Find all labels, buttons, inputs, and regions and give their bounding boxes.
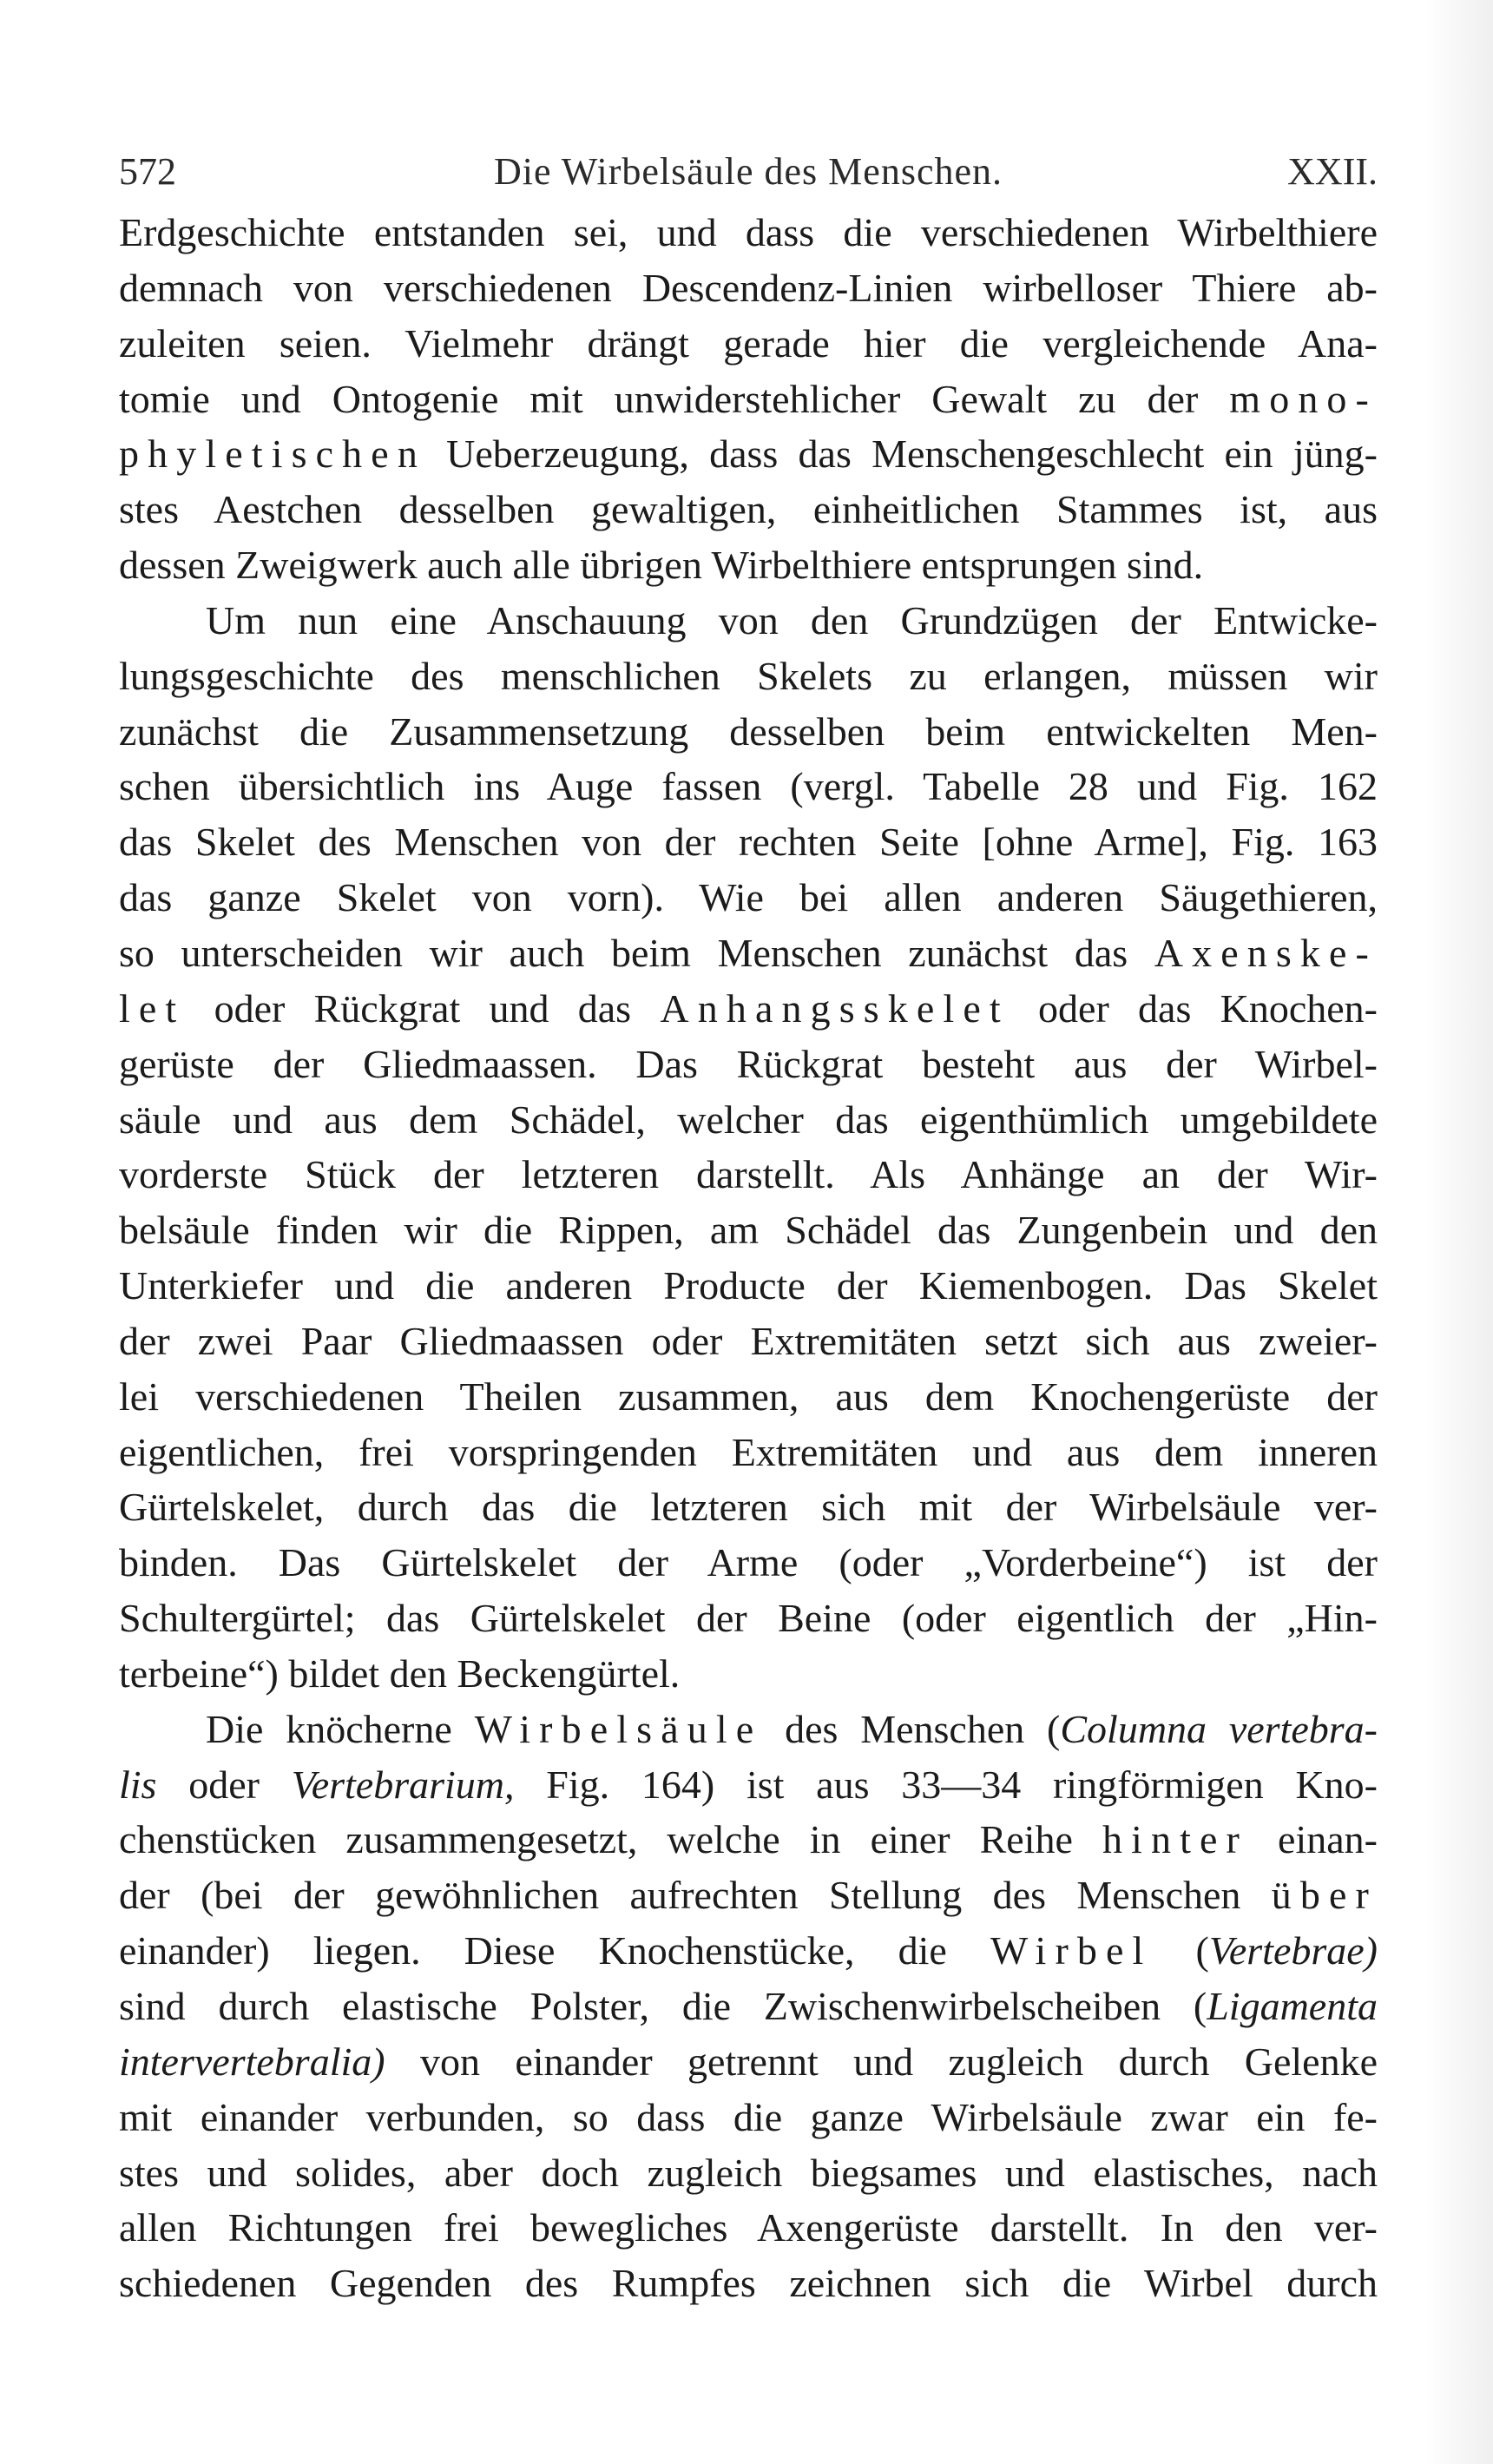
body-text (119, 205, 1378, 2311)
latin-term: lis (119, 1762, 157, 1807)
text-line: zunächst die Zusammensetzung desselben beim entwickelten Men- (119, 708, 1378, 754)
text-line: mit einander verbunden, so dass die ganze Wirbelsäule zwar ein fe- (119, 2094, 1378, 2139)
text-line: tomie und Ontogenie mit unwiderstehlicher Gewalt zu der mono- (119, 376, 1378, 421)
spaced-term: mono- (1229, 376, 1378, 421)
text-line: gerüste der Gliedmaassen. Das Rückgrat besteht aus der Wirbel- (119, 1041, 1378, 1086)
text-line: intervertebralia) von einander getrennt und zugleich durch Gelenke (119, 2039, 1378, 2084)
text-line: let oder Rückgrat und das Anhangsskelet oder das Knochen- (119, 985, 1378, 1031)
text-line: chenstücken zusammengesetzt, welche in einer Reihe hinter einan- (119, 1817, 1378, 1862)
text-line: allen Richtungen frei bewegliches Axengerüste darstellt. In den ver- (119, 2205, 1378, 2250)
text-line: lei verschiedenen Theilen zusammen, aus dem Knochengerüste der (119, 1374, 1378, 1419)
spaced-term: Wirbel (990, 1928, 1153, 1973)
running-title: Die Wirbelsäule des Menschen. (493, 150, 1003, 193)
text-line: zuleiten seien. Vielmehr drängt gerade hier die vergleichende Ana- (119, 320, 1378, 366)
text-line: phyletischen Ueberzeugung, dass das Menschengeschlecht ein jüng- (119, 432, 1378, 477)
text-line: schiedenen Gegenden des Rumpfes zeichnen sich die Wirbel durch (119, 2261, 1378, 2306)
spaced-term: über (1271, 1873, 1378, 1918)
page-edge-shading (1424, 0, 1493, 2464)
text-line: Die knöcherne Wirbelsäule des Menschen (Columna vertebra- (206, 1706, 1378, 1751)
spaced-term: let (119, 985, 186, 1031)
text-line: dessen Zweigwerk auch alle übrigen Wirbelthiere entsprungen sind. (119, 543, 1204, 588)
text-line: der zwei Paar Gliedmaassen oder Extremitäten setzt sich aus zweier- (119, 1318, 1378, 1363)
text-line: so unterscheiden wir auch beim Menschen zunächst das Axenske- (119, 930, 1378, 975)
spaced-term: Wirbelsäule (474, 1706, 763, 1751)
latin-term: Vertebrae) (1208, 1928, 1378, 1973)
page-number: 572 (119, 150, 176, 193)
latin-term: intervertebralia) (119, 2039, 385, 2084)
chapter-number: XXII. (1287, 150, 1378, 193)
text-line: lis oder Vertebrarium, Fig. 164) ist aus 33—34 ringförmigen Kno- (119, 1762, 1378, 1807)
text-line: das ganze Skelet von vorn). Wie bei allen anderen Säugethieren, (119, 875, 1378, 920)
text-line: demnach von verschiedenen Descendenz-Linien wirbelloser Thiere ab- (119, 265, 1378, 310)
text-line: sind durch elastische Polster, die Zwischenwirbelscheiben (Ligamenta (119, 1984, 1378, 2028)
text-line: der (bei der gewöhnlichen aufrechten Stellung des Menschen über (119, 1873, 1378, 1918)
text-line: eigentlichen, frei vorspringenden Extremitäten und aus dem inneren (119, 1429, 1378, 1474)
text-line: vorderste Stück der letzteren darstellt. Als Anhänge an der Wir- (119, 1152, 1378, 1197)
text-line: Unterkiefer und die anderen Producte der Kiemenbogen. Das Skelet (119, 1263, 1378, 1308)
text-line: stes Aestchen desselben gewaltigen, einheitlichen Stammes ist, aus (119, 487, 1378, 532)
text-line: Gürtelskelet, durch das die letzteren sich mit der Wirbelsäule ver- (119, 1485, 1378, 1530)
text-line: das Skelet des Menschen von der rechten Seite [ohne Arme], Fig. 163 (119, 820, 1378, 865)
latin-term: Ligamenta (1207, 1984, 1378, 2028)
text-line: schen übersichtlich ins Auge fassen (vergl. Tabelle 28 und Fig. 162 (119, 764, 1378, 809)
running-header (119, 146, 1378, 198)
text-line: Schultergürtel; das Gürtelskelet der Beine (oder eigentlich der „Hin- (119, 1596, 1378, 1641)
spaced-term: Anhangsskelet (660, 985, 1010, 1031)
spaced-term: hinter (1102, 1817, 1248, 1862)
text-line: lungsgeschichte des menschlichen Skelets zu erlangen, müssen wir (119, 653, 1378, 698)
text-line: Erdgeschichte entstanden sei, und dass die verschiedenen Wirbelthiere (119, 210, 1378, 254)
latin-term: Columna vertebra- (1060, 1706, 1378, 1751)
text-line: binden. Das Gürtelskelet der Arme (oder „Vorderbeine“) ist der (119, 1540, 1378, 1585)
text-line: belsäule finden wir die Rippen, am Schädel das Zungenbein und den (119, 1208, 1378, 1253)
text-line: säule und aus dem Schädel, welcher das eigenthümlich umgebildete (119, 1097, 1378, 1142)
text-line: terbeine“) bildet den Beckengürtel. (119, 1650, 681, 1696)
spaced-term: Axenske- (1154, 930, 1378, 975)
spaced-term: phyletischen (119, 432, 426, 477)
text-line: einander) liegen. Diese Knochenstücke, die Wirbel (Vertebrae) (119, 1928, 1378, 1973)
latin-term: Vertebrarium, (291, 1762, 515, 1807)
text-line: stes und solides, aber doch zugleich biegsames und elastisches, nach (119, 2150, 1378, 2195)
text-line: Um nun eine Anschauung von den Grundzügen der Entwicke- (206, 597, 1378, 642)
